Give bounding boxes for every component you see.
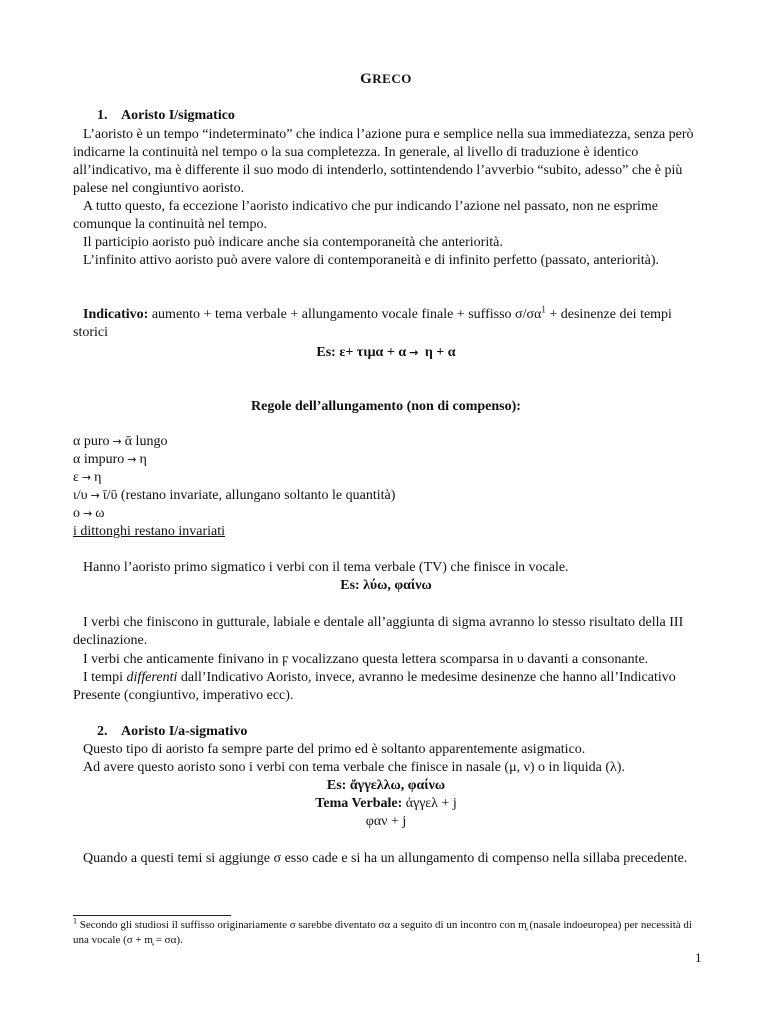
section-1-paragraph-5: Hanno l’aoristo primo sigmatico i verbi con il tema verbale (TV) che finisce in vocale.	[83, 560, 569, 575]
rule-item: ο → ω	[73, 506, 105, 521]
section-1-paragraph-4: L’infinito attivo aoristo può avere valore di contemporaneità e di infinito perfetto (passato, anteriorità).	[83, 253, 660, 268]
section-2-example: Es: ἄγγελλω, φαίνω	[326, 778, 446, 793]
arrow-right-icon: →	[409, 346, 419, 359]
section-1-paragraph-7: I verbi che anticamente finivano in ϝ vocalizzano questa lettera scomparsa in υ davanti a consonante.	[83, 652, 649, 667]
rule-item: α impuro → η	[73, 452, 147, 467]
footnote-divider	[73, 915, 231, 916]
rule-item: α puro → ᾱ lungo	[73, 434, 168, 449]
section-2-paragraph-3: Quando a questi temi si aggiunge σ esso cade e si ha un allungamento di compenso nella sillaba precedente.	[83, 851, 688, 866]
section-1-paragraph-2: A tutto questo, fa eccezione l’aoristo indicativo che pur indicando l’azione nel passato, non ne esprime comunque la continuità nel tempo.	[73, 199, 658, 232]
arrow-right-icon: →	[127, 453, 137, 466]
rule-item: ι/υ → ῑ/ῡ (restano invariate, allungano soltanto le quantità)	[73, 488, 396, 503]
vowel-stem-example: Es: λύω, φαίνω	[340, 578, 432, 593]
section-1-paragraph-8: I tempi differenti dall’Indicativo Aoristo, invece, avranno le medesime desinenze che hanno all’Indicativo Presente (congiuntivo, imperativo ecc).	[73, 670, 676, 703]
section-1-paragraph-6: I verbi che finiscono in gutturale, labiale e dentale all’aggiunta di sigma avranno lo stesso risultato della III declinazione.	[73, 615, 684, 648]
rule-item: ε → η	[73, 470, 102, 485]
section-1-paragraph-3: Il participio aoristo può indicare anche sia contemporaneità che anteriorità.	[83, 235, 503, 250]
section-2-heading: 2. Aoristo I/a-sigmativo	[97, 724, 248, 739]
section-2-paragraph-2: Ad avere questo aoristo sono i verbi con tema verbale che finisce in nasale (μ, ν) o in liquida (λ).	[83, 760, 625, 775]
arrow-right-icon: →	[112, 435, 122, 448]
tema-verbale-line-2: φαν + j	[365, 814, 407, 829]
tema-verbale-line: Tema Verbale: ἀγγελ + j	[315, 796, 457, 811]
section-1-paragraph-1: L’aoristo è un tempo “indeterminato” che indica l’azione pura e semplice nella sua immediatezza, senza però indicarne la continuità nel tempo o la sua completezza. In generale, al livello di traduzione è identico all’indicativo, ma è differente il suo modo di intenderlo, sottintendendo l’avverbio “subito, adesso” che è più palese nel congiuntivo aoristo.	[73, 127, 694, 196]
rules-list	[73, 433, 699, 541]
indicativo-example: Es: ε+ τιμα + α → η + α	[316, 345, 456, 360]
section-2-paragraph-1: Questo tipo di aoristo fa sempre parte del primo ed è soltanto apparentemente asigmatico.	[83, 742, 586, 757]
dittonghi-note: i dittonghi restano invariati	[73, 524, 226, 539]
section-1-heading: 1. Aoristo I/sigmatico	[97, 108, 235, 123]
arrow-right-icon: →	[90, 489, 100, 502]
document-title: GRECO	[360, 71, 412, 87]
page-number: 1	[695, 950, 702, 965]
arrow-right-icon: →	[83, 507, 93, 520]
indicativo-definition: Indicativo: aumento + tema verbale + allungamento vocale finale + suffisso $\sigma/\sigma\alpha^1$ + desinenze dei tempi storici	[73, 304, 672, 340]
arrow-right-icon: →	[81, 471, 92, 484]
rules-heading: Regole dell’allungamento (non di compenso):	[251, 399, 521, 414]
footnote: $^1$ Secondo gli studiosi il suffisso originariamente σ sarebbe diventato σα a seguito di un incontro con m̥ (nasale indoeuropea) per necessità di una vocale (σ + m̥ = σα).	[73, 916, 692, 946]
